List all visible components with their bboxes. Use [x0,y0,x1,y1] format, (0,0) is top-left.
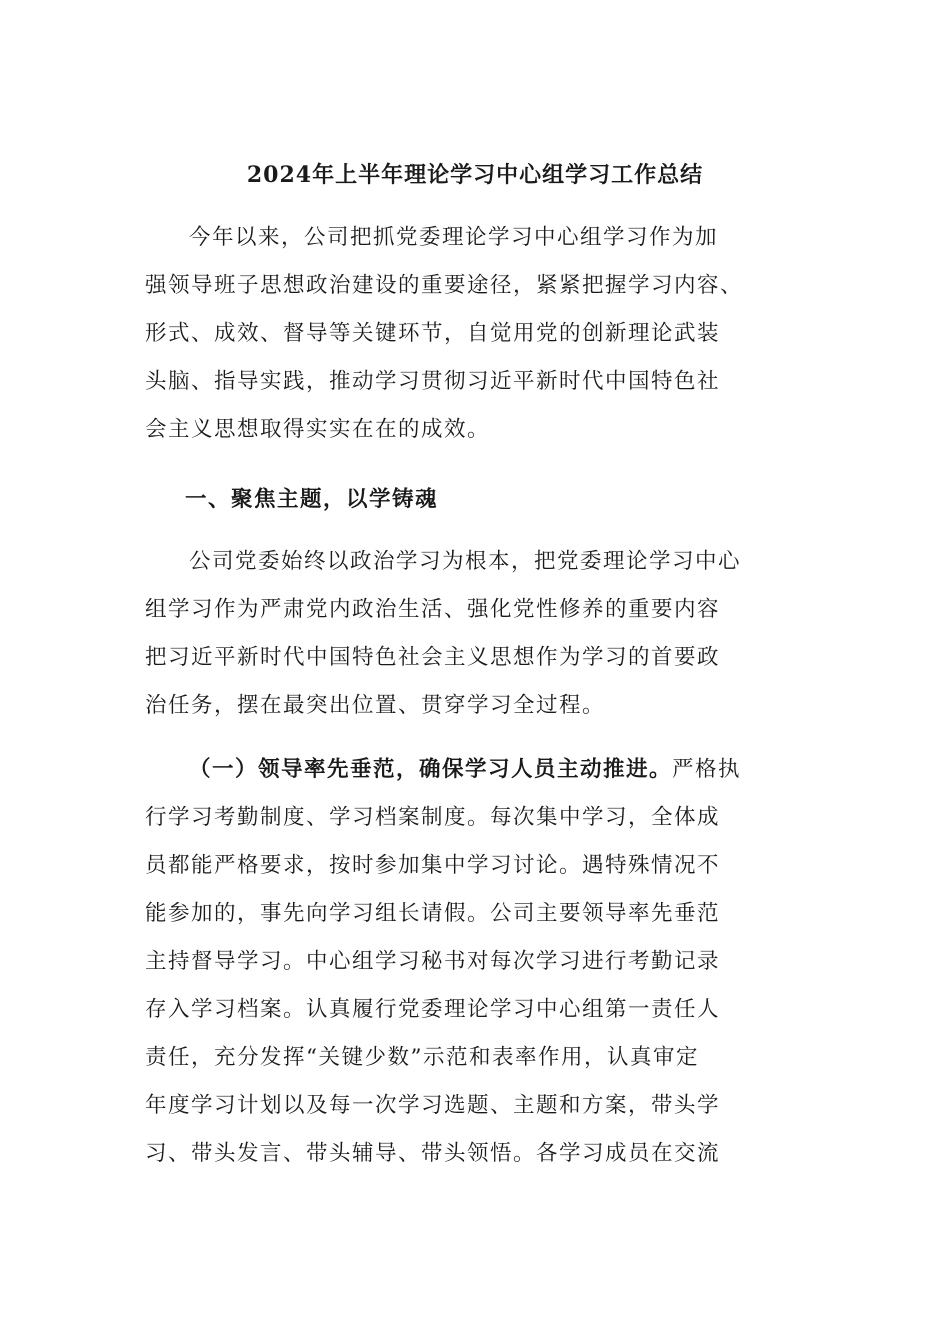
paragraph-line: 存入学习档案。认真履行党委理论学习中心组第一责任人 [145,997,721,1022]
document-title: 2024年上半年理论学习中心组学习工作总结 [246,162,704,188]
paragraph-line: 治任务，摆在最突出位置、贯穿学习全过程。 [145,693,606,718]
paragraph-line [145,746,805,794]
paragraph-line: 形式、成效、督导等关键环节，自觉用党的创新理论武装 [145,321,721,346]
paragraph-line: 员都能严格要求，按时参加集中学习讨论。遇特殊情况不 [145,853,721,878]
paragraph-line: 头脑、指导实践，推动学习贯彻习近平新时代中国特色社 [145,369,721,394]
paragraph-line: 把习近平新时代中国特色社会主义思想作为学习的首要政 [145,645,721,670]
paragraph-line: 组学习作为严肃党内政治生活、强化党性修养的重要内容 [145,597,721,622]
section1-paragraph [145,538,805,730]
paragraph-line: 年度学习计划以及每一次学习选题、主题和方案，带头学 [145,1093,721,1118]
intro-paragraph [145,214,805,454]
section-heading: 一、聚焦主题，以学铸魂 [185,487,439,512]
paragraph-line: 能参加的，事先向学习组长请假。公司主要领导率先垂范 [145,901,721,926]
paragraph-line: 主持督导学习。中心组学习秘书对每次学习进行考勤记录 [145,949,721,974]
subsection-heading: （一）领导率先垂范，确保学习人员主动推进。 [189,757,673,782]
subsection-text: 严格执 [672,757,742,782]
subsection1-paragraph [145,746,805,1178]
paragraph-line: 责任，充分发挥“关键少数”示范和表率作用，认真审定 [145,1045,699,1070]
paragraph-line: 行学习考勤制度、学习档案制度。每次集中学习，全体成 [145,805,721,830]
paragraph-line: 公司党委始终以政治学习为根本，把党委理论学习中心 [189,549,742,574]
paragraph-line: 习、带头发言、带头辅导、带头领悟。各学习成员在交流 [145,1141,721,1166]
paragraph-line: 今年以来，公司把抓党委理论学习中心组学习作为加 [189,225,719,250]
paragraph-line: 强领导班子思想政治建设的重要途径，紧紧把握学习内容、 [145,273,744,298]
paragraph-line: 会主义思想取得实实在在的成效。 [145,417,491,442]
